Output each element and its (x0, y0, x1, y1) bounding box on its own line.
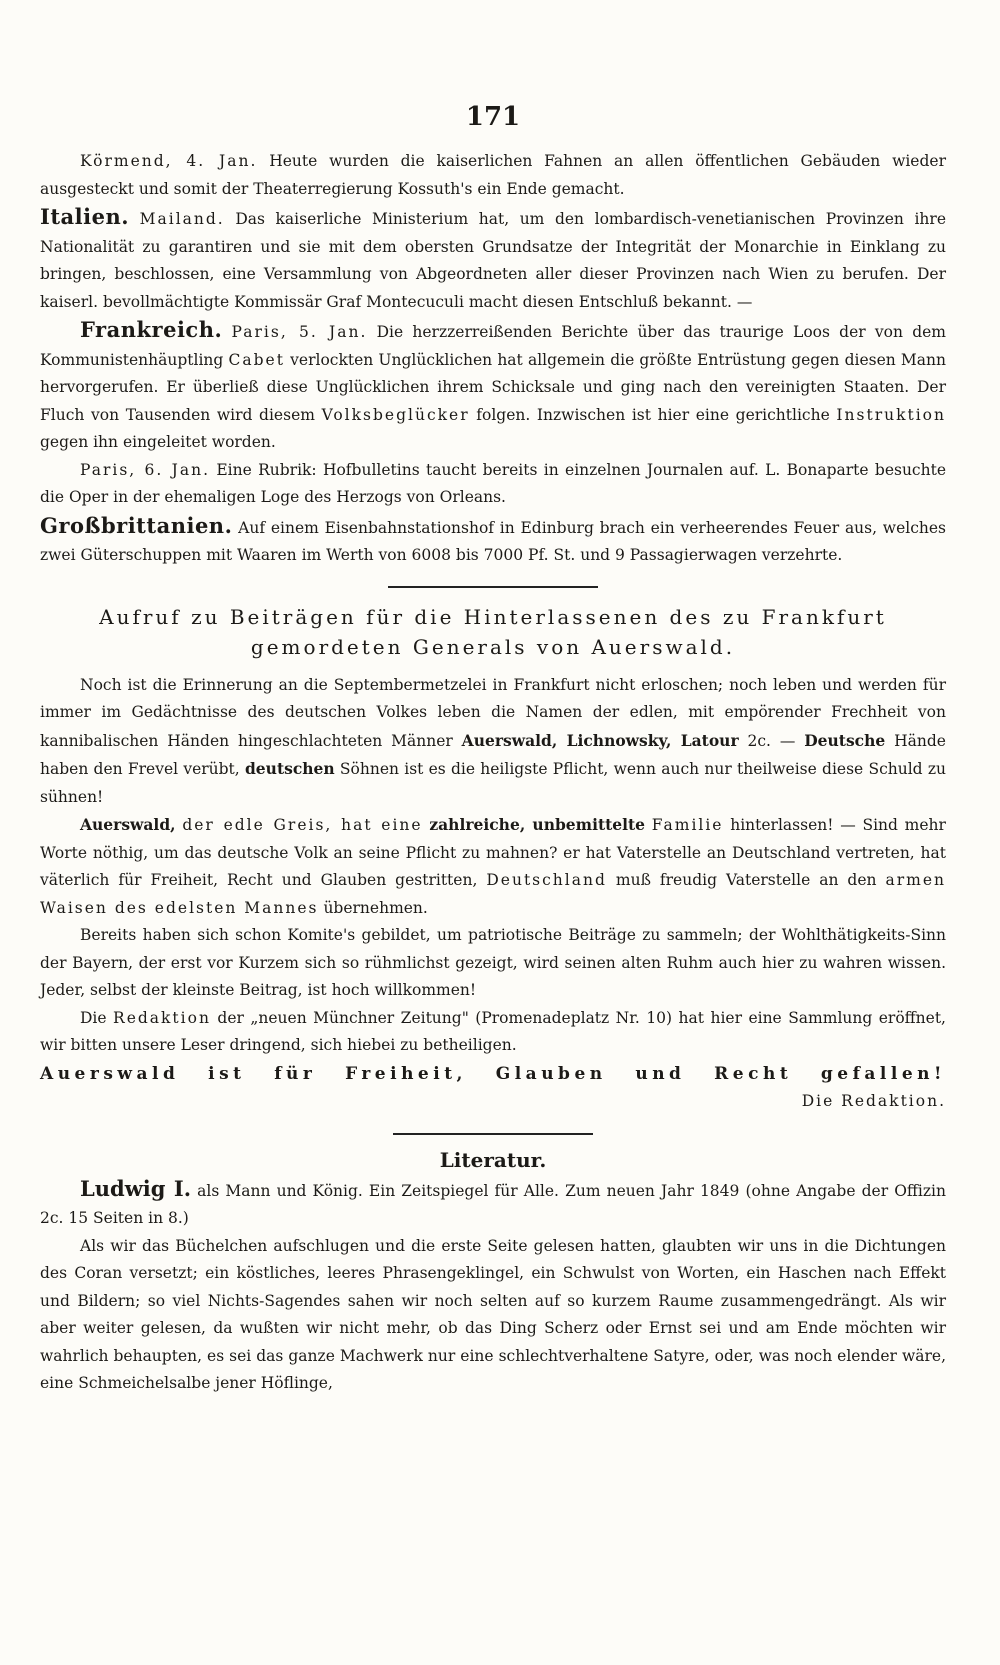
appeal-p2-armen: armen Waisen des edelsten Mannes (40, 871, 946, 917)
appeal-title-line-1: Aufruf zu Beiträgen für die Hinterlassenen des zu Frankfurt (99, 604, 887, 629)
country-italien: Italien. (40, 204, 130, 229)
appeal-p2-a: der edle Greis, hat eine (182, 816, 423, 834)
news-frankreich-text-d: gegen ihn eingeleitet worden. (40, 433, 276, 451)
appeal-paragraph-2 (40, 811, 946, 922)
word-instruktion: Instruktion (836, 405, 946, 424)
appeal-p2-b: hinterlassen! — Sind mehr Worte nöthig, um das deutsche Volk an seine Pflicht zu mahnen? er hat Vaterstelle an Deutschland vertreten, hat väterlich für Freiheit, Recht und Glauben gestritten, (40, 816, 946, 889)
appeal-p2-auerswald: Auerswald, (80, 815, 176, 834)
literature-section (40, 1145, 946, 1398)
dateline-paris-5: Paris, 5. Jan. (231, 323, 368, 341)
appeal-closing-line: Auerswald ist für Freiheit, Glauben und Recht gefallen! (40, 1063, 946, 1084)
appeal-p2-familie: Familie (651, 816, 724, 834)
news-italien-text: Das kaiserliche Ministerium hat, um den lombardisch-venetianischen Provinzen ihre Nationalität zu garantiren und sie mit dem obersten Grundsatze der Integrität der Monarchie in Einklang zu bringen, beschlossen, eine Versammlung von Abgeordneten aller dieser Provinzen nach Wien zu berufen. Der kaiserl. bevollmächtigte Kommissär Graf Montecuculi macht diesen Entschluß bekannt. — (40, 210, 946, 311)
literature-review-body: Als wir das Büchelchen aufschlugen und die erste Seite gelesen hatten, glaubten wir uns in die Dichtungen des Coran versetzt; ein köstliches, leeres Phrasengeklingel, ein Schwulst von Worten, ein Haschen nach Effekt und Bildern; so viel Nichts-Sagendes sahen wir noch selten auf so kurzem Raume zusammengedrängt. Als wir aber weiter gelesen, da wußten wir nicht mehr, ob das Ding Scherz oder Ernst sei und am Ende möchten wir wahrlich behaupten, es sei das ganze Machwerk nur eine schlechtverhaltene Satyre, oder, was noch elender wäre, eine Schmeichelsalbe jener Höflinge, (40, 1236, 946, 1392)
city-mailand: Mailand. (139, 210, 225, 228)
page-number: 171 (465, 102, 521, 132)
appeal-signature: Die Redaktion. (801, 1091, 946, 1110)
news-grossbritannien-text: Auf einem Eisenbahnstationshof in Edinburg brach ein verheerendes Feuer aus, welches zwei Güterschuppen mit Waaren im Werth von 6008 bis 7000 Pf. St. und 9 Passagierwagen verzehrte. (40, 518, 946, 564)
news-italien (40, 203, 946, 316)
dateline-paris-6: Paris, 6. Jan. (80, 460, 211, 479)
appeal-p4-redaktion: Redaktion (113, 1008, 211, 1027)
news-frankreich-text-c: folgen. Inzwischen ist hier eine gerichtliche (476, 405, 830, 424)
appeal-p1-deutschen: deutschen (244, 759, 335, 778)
literature-heading: Literatur. (439, 1147, 547, 1172)
section-divider-2 (393, 1133, 593, 1135)
word-volksbeglucker: Volksbeglücker (321, 405, 470, 424)
book-info: als Mann und König. Ein Zeitspiegel für Alle. Zum neuen Jahr 1849 (ohne Angabe der Offizin 2c. 15 Seiten in 8.) (40, 1181, 946, 1227)
appeal-p1-c: Hände haben den Frevel verübt, (40, 731, 946, 778)
country-grossbritannien: Großbrittanien. (40, 512, 233, 538)
appeal-p4-b: der „neuen Münchner Zeitung" (Promenadeplatz Nr. 10) hat hier eine Sammlung eröffnet, wir bitten unsere Leser dringend, sich hiebei zu betheiligen. (40, 1008, 946, 1054)
news-koermend (40, 148, 946, 203)
dateline-koermend: Körmend, 4. Jan. (80, 152, 258, 170)
appeal-p2-d: übernehmen. (323, 898, 428, 917)
news-frankreich (40, 316, 946, 457)
literature-book-entry (40, 1175, 946, 1233)
appeal-p2-deutschland: Deutschland (486, 871, 607, 889)
appeal-p1-deutsche: Deutsche (804, 730, 886, 750)
appeal-paragraph-1 (40, 672, 946, 812)
news-frankreich-text-a: Die herzzerreißenden Berichte über das traurige Loos der von dem Kommunistenhäuptling (40, 323, 946, 369)
appeal-p1-d: Söhnen ist es die heiligste Pflicht, wenn auch nur theilweise diese Schuld zu sühnen! (40, 760, 946, 806)
appeal-p1-b: 2c. — (747, 731, 796, 750)
appeal-p4-a: Die (80, 1008, 107, 1027)
appeal-title-line-2: gemordeten Generals von Auerswald. (250, 634, 736, 659)
book-title: Ludwig I. (80, 1175, 192, 1201)
appeal-p1-a: Noch ist die Erinnerung an die Septembermetzelei in Frankfurt nicht erloschen; noch leben und werden für immer im Gedächtnisse des deutschen Volkes leben die Namen der edlen, mit empörender Frechheit von kannibalischen Händen hingeschlachteten Männer (40, 675, 946, 750)
section-divider (388, 586, 598, 588)
appeal-p1-names: Auerswald, Lichnowsky, Latour (461, 730, 739, 750)
news-section (40, 148, 946, 570)
news-paris-2-text: Eine Rubrik: Hofbulletins taucht bereits in einzelnen Journalen auf. L. Bonaparte besuchte die Oper in der ehemaligen Loge des Herzogs von Orleans. (40, 460, 946, 506)
name-cabet: Cabet (228, 350, 285, 369)
news-koermend-text: Heute wurden die kaiserlichen Fahnen an allen öffentlichen Gebäuden wieder ausgesteckt und somit der Theaterregierung Kossuth's ein Ende gemacht. (40, 152, 946, 198)
news-frankreich-text-b: verlockten Unglücklichen hat allgemein die größte Entrüstung gegen diesen Mann hervorgerufen. Er überließ diese Unglücklichen ihrem Schicksale und ging nach den vereinigten Staaten. Der Fluch von Tausenden wird diesem (40, 350, 946, 424)
country-frankreich: Frankreich. (80, 317, 223, 342)
appeal-p2-bold: zahlreiche, unbemittelte (429, 815, 646, 834)
appeal-paragraph-4 (40, 1005, 946, 1060)
news-paris-2 (40, 457, 946, 512)
appeal-title (40, 602, 946, 662)
appeal-p2-c: muß freudig Vaterstelle an den (615, 871, 877, 889)
news-grossbritannien (40, 512, 946, 570)
appeal-paragraph-3: Bereits haben sich schon Komite's gebildet, um patriotische Beiträge zu sammeln; der Wohlthätigkeits-Sinn der Bayern, der erst vor Kurzem sich so rühmlichst gezeigt, wird seinen alten Ruhm auch hier zu wahren wissen. Jeder, selbst der kleinste Beitrag, ist hoch willkommen! (40, 926, 946, 999)
appeal-section (40, 602, 946, 1115)
